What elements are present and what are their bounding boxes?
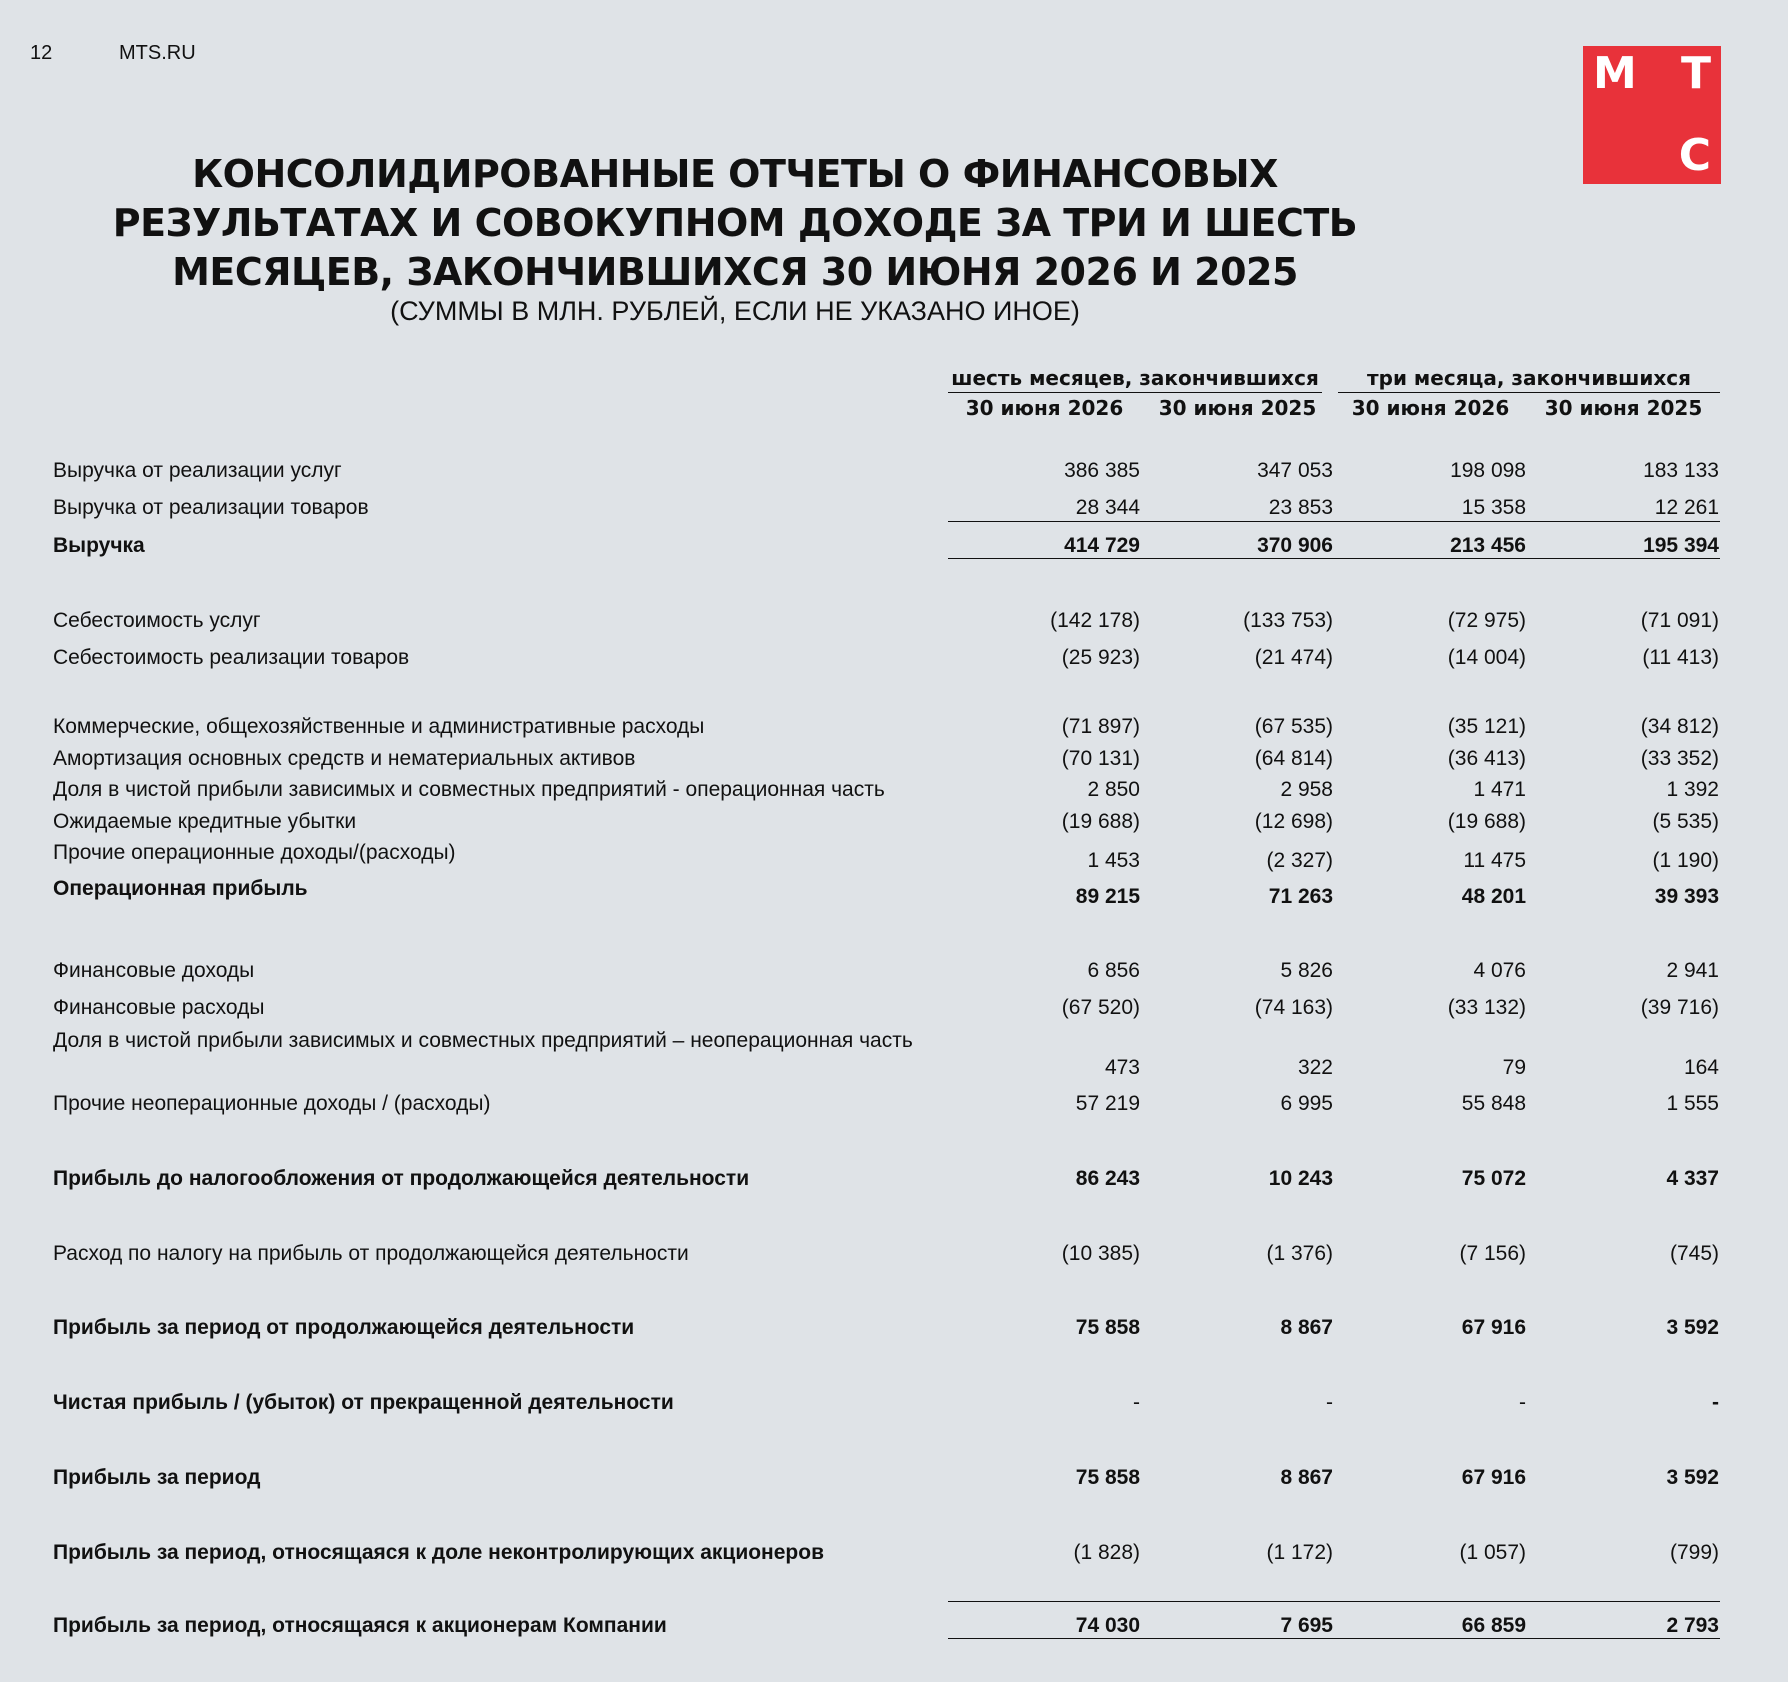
six-months-header: шесть месяцев, закончившихся (948, 366, 1322, 393)
date-header-4: 30 июня 2025 (1544, 396, 1703, 420)
rule-line (948, 558, 1720, 559)
mts-logo (1583, 46, 1721, 184)
date-header-1: 30 июня 2026 (965, 396, 1124, 420)
date-header-3: 30 июня 2026 (1351, 396, 1510, 420)
three-months-header: три месяца, закончившихся (1338, 366, 1720, 393)
rule-line (948, 521, 1720, 522)
page-title (60, 150, 1410, 297)
title-line-3: МЕСЯЦЕВ, ЗАКОНЧИВШИХСЯ 30 ИЮНЯ 2026 И 2025 (172, 250, 1298, 294)
logo-letter-m: М (1593, 48, 1637, 99)
title-line-2: РЕЗУЛЬТАТАХ И СОВОКУПНОМ ДОХОДЕ ЗА ТРИ И ШЕСТЬ (112, 201, 1358, 245)
title-line-1: КОНСОЛИДИРОВАННЫЕ ОТЧЕТЫ О ФИНАНСОВЫХ (192, 152, 1278, 196)
rule-line (948, 1601, 1720, 1602)
site-name: MTS.RU (119, 42, 196, 64)
page-subtitle: (СУММЫ В МЛН. РУБЛЕЙ, ЕСЛИ НЕ УКАЗАНО ИНОЕ) (390, 296, 1080, 326)
rule-line (948, 1638, 1720, 1639)
page-number: 12 (30, 42, 53, 64)
logo-letter-t: Т (1680, 48, 1711, 99)
logo-letter-s: С (1678, 130, 1711, 181)
date-header-2: 30 июня 2025 (1158, 396, 1317, 420)
